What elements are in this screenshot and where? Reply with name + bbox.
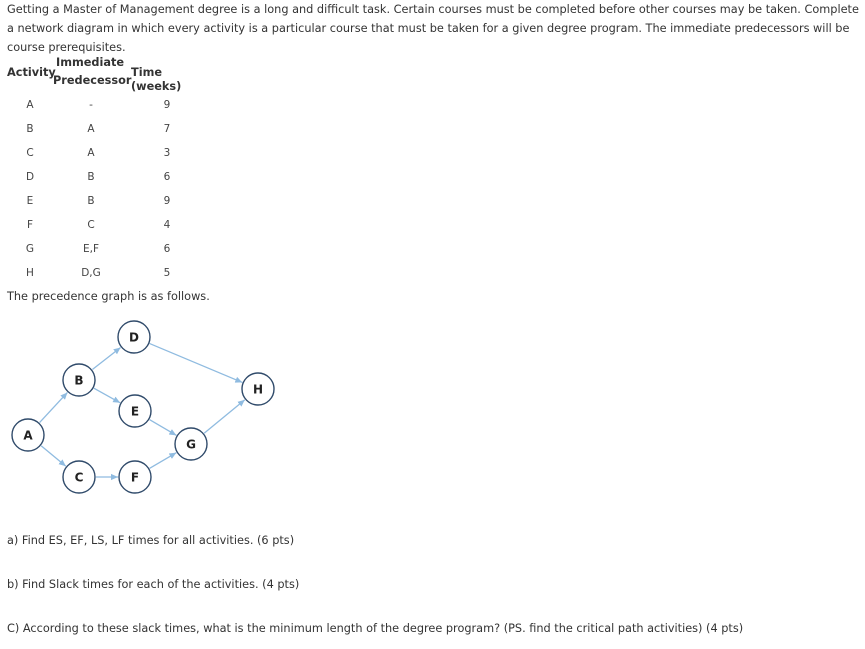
table-cell-activity: D — [25, 171, 35, 183]
table-cell-time: 6 — [163, 171, 171, 183]
node-e — [119, 395, 151, 427]
node-c — [63, 461, 95, 493]
question-c: C) According to these slack times, what is the minimum length of the degree program? (PS. find the critical path activities) (4 pts) — [7, 622, 744, 635]
graph-intro-text: The precedence graph is as follows. — [7, 290, 210, 303]
node-label: D — [129, 330, 139, 345]
edge-a-c — [41, 446, 66, 466]
header-time: Time (weeks) — [131, 66, 182, 93]
table-cell-predecessor: D,G — [81, 267, 101, 279]
table-cell-time: 5 — [163, 267, 171, 279]
table-cell-predecessor: A — [87, 123, 95, 135]
table-cell-predecessor: B — [87, 171, 95, 183]
node-a — [12, 419, 44, 451]
table-cell-predecessor: A — [87, 147, 95, 159]
intro-paragraph: Getting a Master of Management degree is a long and difficult task. Certain courses must be completed before other courses may be taken. Complete a network diagram in which every activity is a particular course that must be taken for a given degree program. The immediate predecessors will be course prerequisites. — [7, 3, 859, 54]
edge-b-d — [92, 347, 120, 369]
node-d — [118, 321, 150, 353]
edge-d-h — [150, 344, 243, 383]
table-cell-predecessor: C — [87, 219, 95, 231]
question-b: b) Find Slack times for each of the activities. (4 pts) — [7, 578, 300, 591]
node-label: E — [130, 404, 140, 419]
table-cell-time: 9 — [163, 195, 171, 207]
table-cell-activity: F — [26, 219, 34, 231]
table-cell-time: 9 — [163, 99, 171, 111]
node-label: G — [186, 437, 196, 452]
question-a: a) Find ES, EF, LS, LF times for all activities. (6 pts) — [7, 534, 295, 547]
table-cell-time: 7 — [163, 123, 171, 135]
node-b — [63, 364, 95, 396]
table-cell-activity: G — [25, 243, 35, 255]
node-g — [175, 428, 207, 460]
table-cell-activity: C — [26, 147, 34, 159]
table-cell-predecessor: - — [89, 99, 93, 111]
table-cell-predecessor: E,F — [82, 243, 99, 255]
node-label: F — [130, 470, 140, 485]
header-predecessor-line1: Immediate — [56, 56, 125, 69]
node-label: A — [23, 428, 33, 443]
edge-f-g — [150, 453, 177, 469]
node-label: B — [74, 373, 84, 388]
table-cell-time: 6 — [163, 243, 171, 255]
table-cell-time: 4 — [163, 219, 171, 231]
node-label: H — [252, 382, 264, 397]
table-cell-time: 3 — [163, 147, 171, 159]
edge-b-e — [94, 388, 120, 403]
table-cell-activity: E — [26, 195, 34, 207]
table-cell-activity: B — [26, 123, 34, 135]
header-activity: Activity — [7, 66, 56, 79]
table-cell-activity: H — [26, 267, 34, 279]
node-h — [242, 373, 274, 405]
table-cell-predecessor: B — [87, 195, 95, 207]
edge-g-h — [204, 400, 245, 433]
table-cell-activity: A — [26, 99, 34, 111]
node-f — [119, 461, 151, 493]
header-predecessor-line2: Predecessor — [53, 74, 132, 87]
edge-a-b — [40, 392, 68, 422]
edge-e-g — [150, 420, 177, 436]
node-label: C — [74, 470, 84, 485]
